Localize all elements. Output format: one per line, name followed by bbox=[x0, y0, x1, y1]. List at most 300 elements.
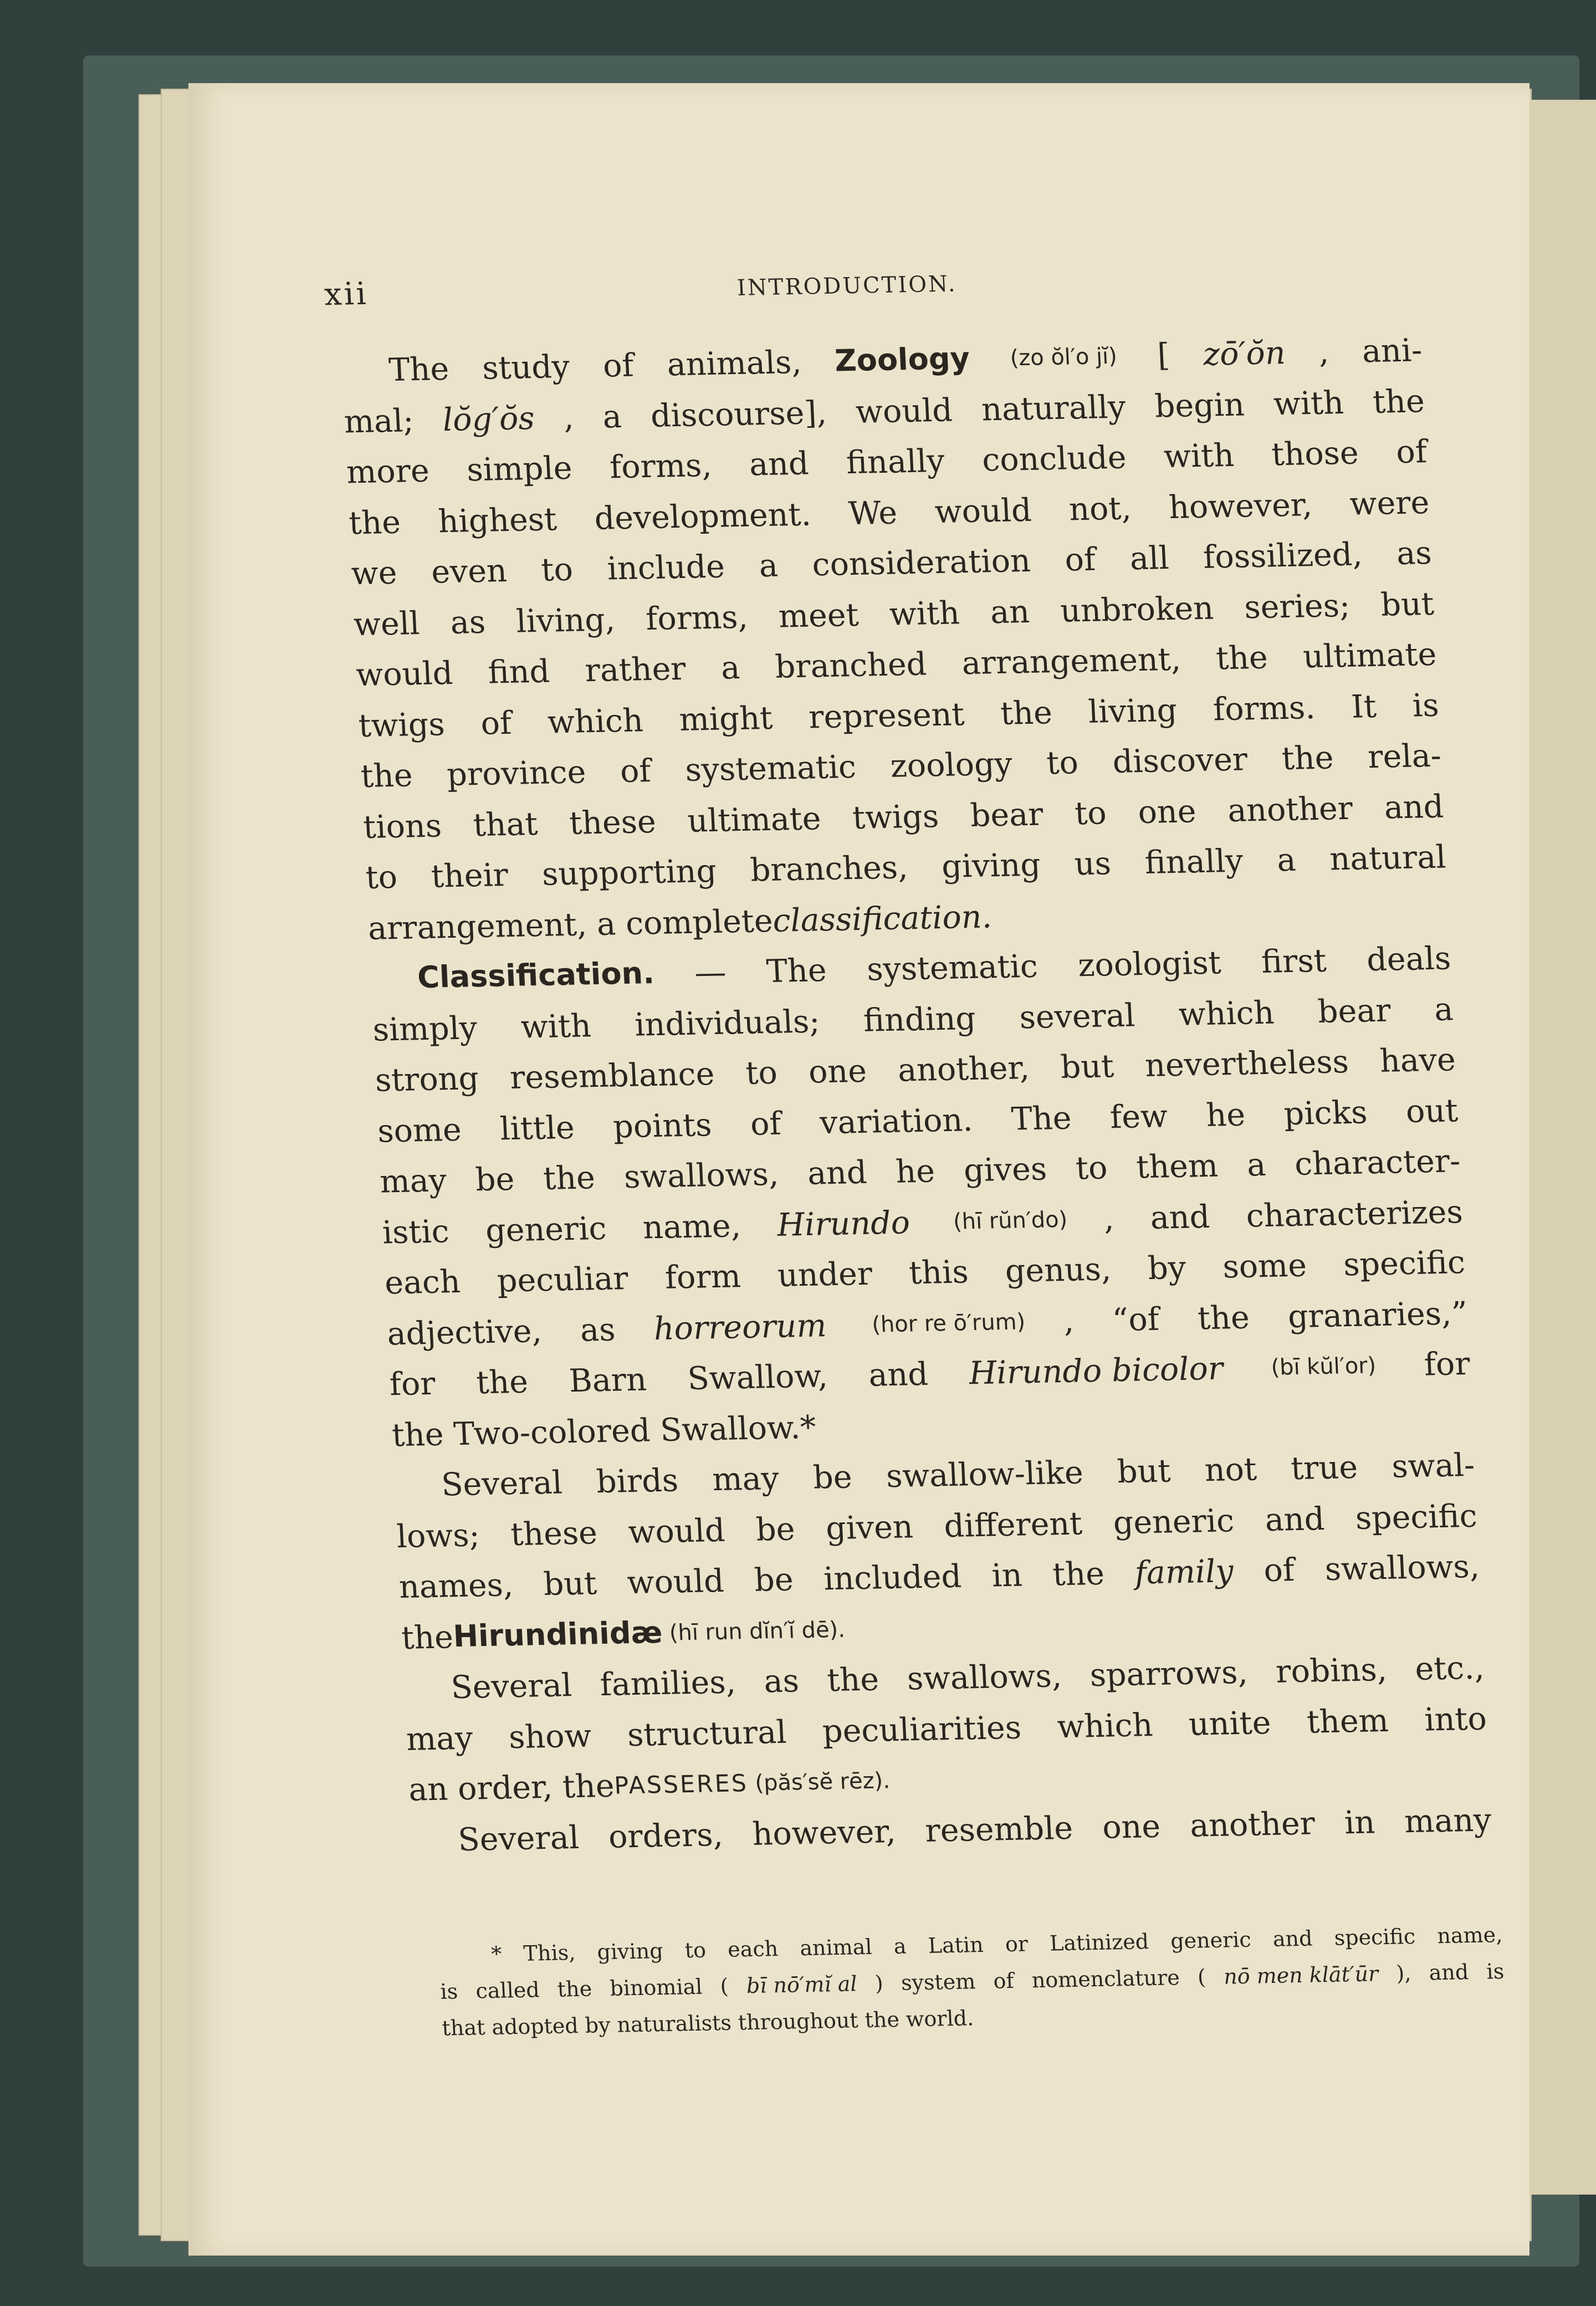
word: ), bbox=[1395, 1961, 1412, 1986]
word: to bbox=[365, 858, 398, 896]
word: for bbox=[1423, 1345, 1471, 1383]
word: include bbox=[606, 548, 726, 587]
word: to bbox=[540, 551, 574, 589]
word: families, bbox=[599, 1664, 737, 1704]
word: several bbox=[1019, 996, 1136, 1036]
word: ) bbox=[874, 1971, 884, 1996]
italic-term: zō′ŏn bbox=[1202, 334, 1286, 373]
word: the bbox=[1051, 1555, 1106, 1593]
word: tions bbox=[362, 807, 443, 846]
word: name, bbox=[1436, 1922, 1503, 1949]
word: included bbox=[822, 1558, 963, 1598]
word: The bbox=[1010, 1100, 1072, 1138]
word: by bbox=[1147, 1249, 1187, 1287]
word: but bbox=[1060, 1048, 1115, 1086]
word: show bbox=[508, 1717, 592, 1756]
word: to bbox=[1045, 744, 1080, 782]
word: characterizes bbox=[1245, 1193, 1464, 1235]
word: It bbox=[1350, 688, 1378, 725]
word: is bbox=[439, 1979, 459, 2004]
word: development. bbox=[594, 495, 812, 537]
word: that bbox=[472, 805, 539, 843]
word: , bbox=[1318, 334, 1330, 371]
word: swallows, bbox=[906, 1658, 1063, 1697]
word: * bbox=[490, 1941, 503, 1966]
word: ultimate bbox=[687, 800, 822, 840]
word: and bbox=[1428, 1960, 1470, 1985]
word: finally bbox=[845, 442, 946, 482]
word: bear bbox=[969, 796, 1044, 834]
word: strong bbox=[374, 1060, 480, 1099]
word: and bbox=[806, 1154, 868, 1192]
word: giving bbox=[596, 1939, 664, 1965]
word: different bbox=[943, 1505, 1083, 1545]
word: of bbox=[1063, 541, 1097, 579]
word: few bbox=[1109, 1097, 1169, 1136]
word: the bbox=[826, 1661, 880, 1699]
word: them bbox=[1135, 1147, 1219, 1186]
word: simply bbox=[372, 1009, 478, 1049]
word: This, bbox=[523, 1940, 576, 1966]
pronunciation: (bī kŭl′or) bbox=[1263, 1352, 1384, 1380]
italic-term: horreorum bbox=[653, 1307, 827, 1347]
word: one bbox=[1101, 1808, 1162, 1846]
word: of bbox=[1395, 433, 1428, 471]
word: the bbox=[400, 1618, 454, 1656]
word: forms. bbox=[1212, 689, 1316, 728]
text-line bbox=[372, 991, 1454, 1048]
text-line bbox=[343, 383, 1425, 440]
word: forms, bbox=[644, 599, 749, 637]
text-line bbox=[360, 738, 1442, 795]
word: begin bbox=[1154, 386, 1246, 425]
word: systematic bbox=[866, 948, 1039, 988]
word: but bbox=[543, 1565, 598, 1603]
word: highest bbox=[437, 500, 558, 540]
page-number: xii bbox=[323, 275, 369, 313]
italic-term: Hirundo bbox=[776, 1204, 911, 1244]
word: branched bbox=[774, 646, 928, 686]
word: for bbox=[388, 1365, 437, 1403]
italic-term: Hirundo bicolor bbox=[968, 1350, 1224, 1392]
word: conclude bbox=[981, 439, 1127, 479]
word: structural bbox=[626, 1714, 787, 1753]
word: and bbox=[867, 1356, 929, 1394]
word: which bbox=[546, 702, 644, 741]
word: as bbox=[579, 1311, 616, 1349]
word: lows; bbox=[396, 1516, 481, 1555]
text-line bbox=[410, 1802, 1492, 1859]
word: would bbox=[855, 392, 954, 431]
word: ani- bbox=[1361, 332, 1423, 370]
pronunciation: (hī rŭn′do) bbox=[945, 1206, 1068, 1235]
word: another bbox=[1226, 790, 1354, 829]
word: robins, bbox=[1275, 1651, 1388, 1690]
word: the bbox=[360, 757, 413, 795]
word: may bbox=[711, 1460, 780, 1499]
word: one bbox=[807, 1052, 868, 1091]
word: to bbox=[1073, 794, 1108, 832]
text-line bbox=[384, 1244, 1466, 1301]
word: variation. bbox=[819, 1101, 974, 1141]
word: twigs bbox=[357, 705, 446, 744]
small-caps-term: PASSERES bbox=[613, 1770, 749, 1800]
word: form bbox=[664, 1258, 742, 1296]
word: rather bbox=[584, 650, 687, 689]
word: forms, bbox=[608, 447, 713, 486]
word: the bbox=[857, 2007, 900, 2033]
word: with bbox=[888, 594, 961, 633]
text-line bbox=[348, 484, 1430, 541]
word: character- bbox=[1293, 1143, 1461, 1183]
word: of bbox=[619, 753, 652, 790]
italic-term: bī nō′mĭ al bbox=[745, 1971, 858, 1998]
word: finding bbox=[862, 1000, 977, 1039]
word: is bbox=[1411, 687, 1440, 724]
word: orders, bbox=[607, 1816, 724, 1855]
word: to bbox=[684, 1937, 707, 1963]
word: the bbox=[1196, 1299, 1251, 1337]
word: with bbox=[520, 1007, 592, 1046]
text-line bbox=[401, 1599, 1483, 1656]
word: out bbox=[1405, 1092, 1459, 1130]
word: meet bbox=[777, 596, 860, 635]
word: ( bbox=[1196, 1965, 1206, 1990]
footnote-line bbox=[438, 1922, 1503, 1967]
word: bear bbox=[1317, 992, 1392, 1030]
word: Several bbox=[457, 1819, 580, 1858]
word: We bbox=[847, 494, 898, 532]
word: all bbox=[1129, 540, 1170, 577]
word: unite bbox=[1188, 1704, 1272, 1743]
word: resemblance bbox=[509, 1055, 715, 1097]
word: with bbox=[1272, 384, 1345, 422]
word: naturally bbox=[980, 388, 1127, 428]
word: throughout bbox=[730, 2008, 859, 2035]
pronunciation: (zo ŏl′o jĭ) bbox=[1002, 343, 1125, 371]
word: twigs bbox=[851, 797, 940, 836]
italic-term: lŏg′ŏs bbox=[442, 400, 535, 438]
text-line bbox=[367, 889, 1449, 947]
text-line bbox=[405, 1700, 1487, 1757]
word: and bbox=[1272, 1926, 1313, 1951]
word: naturalists bbox=[610, 2010, 732, 2037]
italic-term: classification. bbox=[771, 898, 993, 939]
word: simple bbox=[466, 449, 573, 489]
word: nomenclature bbox=[1031, 1965, 1180, 1993]
word: he bbox=[1205, 1096, 1246, 1134]
word: may bbox=[379, 1162, 448, 1200]
word: the bbox=[542, 1159, 596, 1197]
word: sparrows, bbox=[1089, 1654, 1249, 1694]
word: this bbox=[908, 1254, 970, 1292]
text-line bbox=[365, 839, 1447, 896]
word: The bbox=[388, 350, 450, 388]
text-line bbox=[355, 636, 1438, 693]
word: be bbox=[753, 1561, 794, 1599]
word: however, bbox=[1168, 486, 1313, 526]
word: study bbox=[481, 348, 571, 387]
text-line bbox=[357, 687, 1440, 744]
word: Latinized bbox=[1049, 1929, 1149, 1956]
word: swallow-like bbox=[885, 1454, 1085, 1495]
word: fossilized, bbox=[1202, 536, 1363, 576]
word: generic bbox=[1170, 1927, 1252, 1954]
footnote-line bbox=[442, 1996, 1507, 2041]
pronunciation: (păs′sĕ rēz). bbox=[747, 1768, 891, 1797]
footnote-line bbox=[439, 1959, 1505, 2004]
word: branches, bbox=[749, 849, 909, 889]
word: mal; bbox=[343, 402, 415, 441]
word: would bbox=[355, 655, 454, 694]
word: as bbox=[1395, 534, 1433, 572]
word: world. bbox=[898, 2006, 975, 2032]
word: and bbox=[1149, 1198, 1211, 1236]
text-line bbox=[353, 585, 1435, 642]
word: be bbox=[474, 1160, 515, 1199]
word: not, bbox=[1068, 489, 1132, 528]
word: to bbox=[744, 1054, 779, 1092]
word: adopted bbox=[484, 2013, 579, 2040]
word: arrangement, bbox=[367, 906, 588, 947]
word: giving bbox=[940, 846, 1042, 885]
word: he bbox=[894, 1153, 936, 1190]
word: and bbox=[1383, 788, 1445, 826]
italic-term: family bbox=[1134, 1553, 1235, 1592]
word: Latin bbox=[927, 1932, 984, 1958]
word: discourse], bbox=[649, 394, 828, 434]
italic-term: nō men klāt′ūr bbox=[1223, 1961, 1379, 1989]
word: binomial bbox=[609, 1974, 703, 2001]
text-line bbox=[341, 332, 1423, 389]
word: specific bbox=[1354, 1497, 1478, 1537]
word: be bbox=[812, 1459, 853, 1496]
word: might bbox=[678, 699, 774, 738]
word: supporting bbox=[541, 852, 718, 893]
word: their bbox=[430, 857, 509, 895]
text-line bbox=[346, 433, 1428, 490]
word: picks bbox=[1283, 1093, 1368, 1132]
word: granaries,” bbox=[1287, 1295, 1469, 1335]
word: system bbox=[900, 1969, 976, 1995]
word: specific bbox=[1333, 1924, 1416, 1950]
word: rela- bbox=[1367, 737, 1442, 776]
word: into bbox=[1423, 1700, 1488, 1739]
text-line bbox=[374, 1041, 1456, 1098]
word: individuals; bbox=[633, 1003, 821, 1044]
word: some bbox=[376, 1111, 463, 1150]
bold-term: Classification. bbox=[416, 955, 656, 995]
text-line bbox=[396, 1497, 1478, 1555]
word: finally bbox=[1144, 842, 1244, 881]
word: the bbox=[1215, 639, 1269, 677]
word: with bbox=[1163, 437, 1235, 475]
word: each bbox=[383, 1263, 462, 1302]
word: another bbox=[1189, 1804, 1316, 1844]
text-line bbox=[381, 1194, 1464, 1251]
word: — bbox=[693, 954, 727, 991]
word: or bbox=[1004, 1931, 1029, 1957]
text-line bbox=[379, 1143, 1461, 1200]
word: be bbox=[755, 1510, 796, 1548]
word: were bbox=[1349, 484, 1430, 523]
word: as bbox=[763, 1663, 800, 1700]
word: and bbox=[748, 445, 810, 483]
word: swallows, bbox=[623, 1155, 780, 1196]
word: nevertheless bbox=[1144, 1044, 1350, 1085]
word: series; bbox=[1243, 587, 1351, 626]
word: given bbox=[825, 1508, 914, 1547]
word: we bbox=[350, 554, 398, 592]
word: little bbox=[499, 1109, 576, 1147]
word: and bbox=[1264, 1500, 1326, 1538]
word: The bbox=[765, 952, 828, 990]
word: even bbox=[430, 553, 508, 591]
word: is bbox=[1486, 1959, 1505, 1984]
text-line bbox=[350, 535, 1433, 592]
word: the bbox=[999, 694, 1053, 732]
word: name, bbox=[642, 1207, 742, 1246]
word: a bbox=[1276, 841, 1297, 879]
word: well bbox=[352, 605, 421, 643]
pronunciation: (hor re ō′rum) bbox=[864, 1308, 1026, 1338]
word: the bbox=[475, 1363, 529, 1402]
word: each bbox=[727, 1936, 779, 1962]
word: animals, bbox=[666, 344, 802, 384]
bold-term: Hirundinidæ bbox=[452, 1614, 663, 1654]
word: that bbox=[441, 2015, 486, 2041]
word: represent bbox=[807, 696, 965, 736]
word: animal bbox=[799, 1934, 873, 1961]
word: but bbox=[1116, 1453, 1172, 1491]
word: the bbox=[1281, 739, 1334, 778]
word: however, bbox=[751, 1813, 897, 1853]
text-line bbox=[388, 1346, 1471, 1403]
word: istic bbox=[381, 1213, 450, 1251]
word: “of bbox=[1111, 1301, 1160, 1338]
word: a bbox=[1433, 990, 1454, 1028]
word: specific bbox=[1342, 1244, 1466, 1284]
word: natural bbox=[1328, 838, 1447, 878]
word: generic bbox=[484, 1210, 607, 1249]
word: , bbox=[562, 399, 575, 436]
word: more bbox=[345, 452, 431, 491]
word: the bbox=[551, 1767, 616, 1806]
word: unbroken bbox=[1059, 590, 1215, 630]
text-line bbox=[362, 788, 1445, 845]
word: another, bbox=[897, 1050, 1031, 1089]
word: deals bbox=[1365, 940, 1452, 979]
word: complete bbox=[615, 902, 774, 942]
word: zoologist bbox=[1077, 944, 1222, 984]
word: generic bbox=[1112, 1502, 1235, 1541]
word: a bbox=[758, 547, 779, 585]
word: to bbox=[1075, 1149, 1108, 1187]
word: some bbox=[1221, 1247, 1308, 1286]
word: resemble bbox=[924, 1809, 1074, 1849]
pronunciation: (hī run dĭn′ĭ dē). bbox=[662, 1617, 846, 1646]
word: those bbox=[1271, 434, 1360, 473]
word: order, bbox=[447, 1768, 554, 1808]
word: the bbox=[1372, 382, 1426, 421]
word: , bbox=[1062, 1302, 1075, 1339]
word: these bbox=[509, 1514, 598, 1553]
word: called bbox=[475, 1977, 540, 2003]
word: these bbox=[568, 803, 657, 842]
word: an bbox=[989, 593, 1031, 631]
text-line bbox=[403, 1650, 1485, 1707]
word: the bbox=[556, 1976, 593, 2002]
word: province bbox=[446, 754, 587, 794]
word: us bbox=[1073, 845, 1112, 883]
word: first bbox=[1260, 942, 1328, 980]
word: zoology bbox=[889, 745, 1014, 785]
word: [ bbox=[1157, 336, 1171, 374]
word: a bbox=[586, 905, 617, 943]
word: birds bbox=[595, 1462, 679, 1501]
word: of bbox=[993, 1968, 1015, 1993]
word: which bbox=[1178, 994, 1275, 1033]
word: swallows, bbox=[1324, 1548, 1481, 1588]
word: living, bbox=[515, 601, 616, 640]
running-head: INTRODUCTION. bbox=[736, 271, 958, 301]
word: which bbox=[1056, 1706, 1154, 1745]
word: may bbox=[405, 1720, 474, 1758]
word: them bbox=[1306, 1702, 1390, 1741]
text-line bbox=[408, 1751, 1490, 1808]
word: of bbox=[1262, 1552, 1296, 1589]
word: Barn bbox=[568, 1361, 648, 1400]
word: true bbox=[1290, 1449, 1359, 1487]
word: gives bbox=[963, 1151, 1048, 1189]
word: of bbox=[749, 1105, 782, 1143]
word: Swallow, bbox=[687, 1358, 828, 1397]
bold-term: Zoology bbox=[833, 340, 971, 379]
word: of bbox=[602, 347, 635, 385]
word: the bbox=[347, 504, 402, 541]
word: have bbox=[1379, 1041, 1457, 1080]
word: the bbox=[391, 1415, 445, 1454]
word: would bbox=[627, 1512, 726, 1551]
word: but bbox=[1380, 585, 1435, 623]
word: Several bbox=[450, 1667, 573, 1706]
word: arrangement, bbox=[961, 641, 1182, 682]
word: not bbox=[1204, 1451, 1258, 1489]
word: names, bbox=[398, 1567, 514, 1606]
text-line bbox=[377, 1092, 1459, 1149]
word: etc., bbox=[1414, 1649, 1485, 1688]
text-line bbox=[370, 940, 1452, 997]
word: Swallow.* bbox=[649, 1409, 817, 1449]
word: , bbox=[1103, 1200, 1115, 1237]
word: living bbox=[1087, 692, 1178, 730]
text-line bbox=[398, 1548, 1481, 1605]
word: a bbox=[1246, 1146, 1267, 1184]
word: would bbox=[934, 492, 1032, 530]
word: genus, bbox=[1004, 1251, 1112, 1290]
word: would bbox=[626, 1562, 725, 1602]
word: points bbox=[612, 1106, 713, 1145]
word: a bbox=[893, 1934, 907, 1959]
word: find bbox=[487, 653, 551, 691]
word: discover bbox=[1112, 741, 1249, 781]
word: systematic bbox=[684, 748, 857, 789]
word: by bbox=[577, 2012, 611, 2038]
word: swal- bbox=[1390, 1446, 1476, 1485]
text-line bbox=[393, 1447, 1476, 1504]
word: ultimate bbox=[1302, 636, 1438, 676]
word: in bbox=[991, 1557, 1024, 1594]
